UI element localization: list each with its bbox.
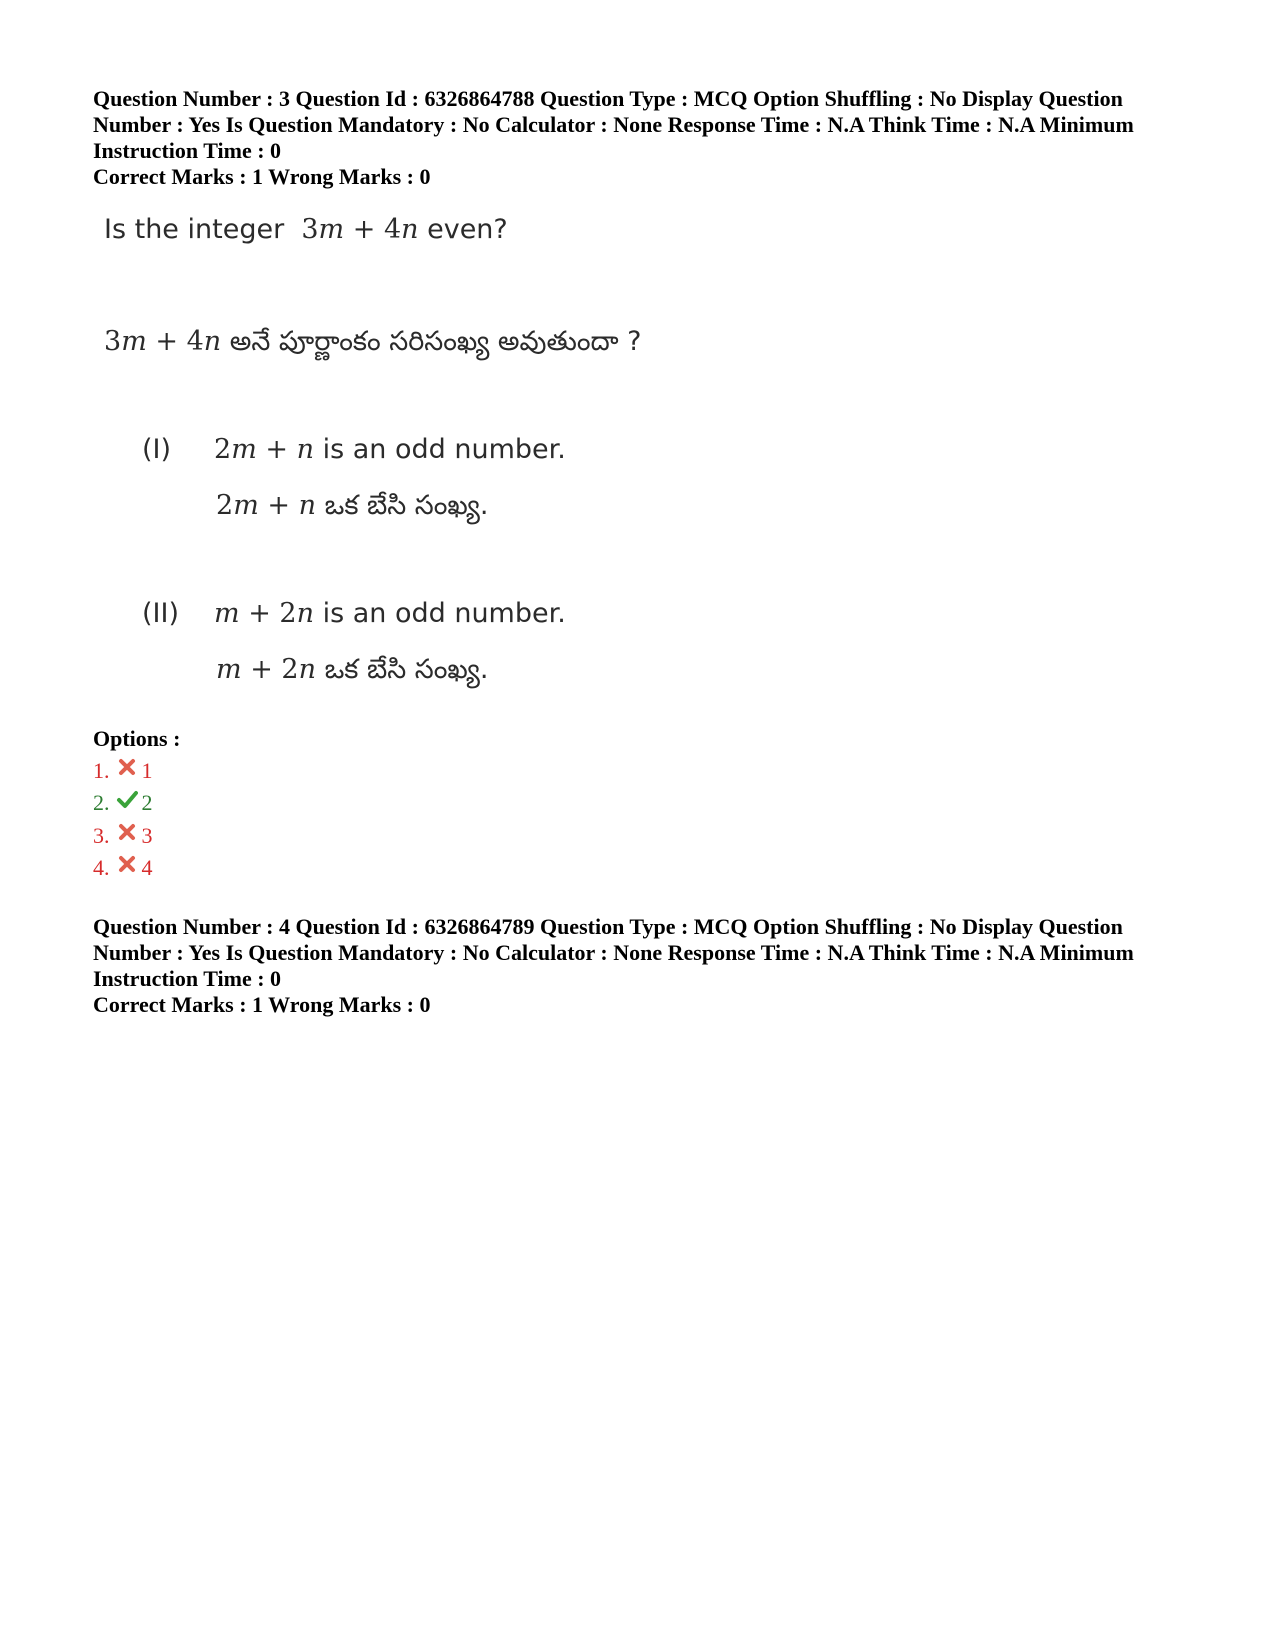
expr-var-m: m xyxy=(231,434,257,465)
expr-var-m: m xyxy=(121,326,147,357)
option-number: 3. xyxy=(93,823,110,848)
expr-var-m: m xyxy=(216,654,242,685)
expr-coef: 2 xyxy=(214,434,232,465)
option-number: 4. xyxy=(93,855,110,880)
expr-plus: + xyxy=(256,434,297,465)
question-4-marks: Correct Marks : 1 Wrong Marks : 0 xyxy=(93,992,431,1017)
expr-var-n: n xyxy=(401,214,419,245)
statement-2-label: (II) xyxy=(142,598,179,629)
option-1 xyxy=(93,758,153,784)
cross-icon xyxy=(116,853,138,875)
expr-var-n: n xyxy=(296,598,314,629)
expr-var-m: m xyxy=(233,490,259,521)
statement-2-telugu-expression xyxy=(216,654,316,685)
statement-1-telugu xyxy=(216,490,488,528)
question-4-meta: Question Number : 4 Question Id : 6326864789 Question Type : MCQ Option Shuffling : No Display Question Number : Yes Is Question Mandatory : No Calculator : None Response Time : N.A Think Time : N.A Minimum Instruction Time : 0 xyxy=(93,914,1134,991)
expr-var-n: n xyxy=(296,434,314,465)
statement-2-telugu-suffix: ఒక బేసి సంఖ్య. xyxy=(324,654,489,685)
question-3-telugu-expression xyxy=(104,326,221,357)
expr-plus: + 2 xyxy=(241,654,299,685)
option-value: 4 xyxy=(141,855,153,880)
statement-1-telugu-expression xyxy=(216,490,316,521)
question-3-english-expression xyxy=(293,214,419,245)
check-icon xyxy=(116,788,138,810)
question-3-telugu-suffix: అనే పూర్ణాంకం సరిసంఖ్య అవుతుందా ? xyxy=(229,326,642,357)
question-3-english-suffix: even? xyxy=(427,214,508,245)
cross-icon xyxy=(116,756,138,778)
statement-1-telugu-suffix: ఒక బేసి సంఖ్య. xyxy=(324,490,489,521)
statement-2-english xyxy=(214,598,566,629)
statement-1-english xyxy=(214,434,566,465)
expr-var-n: n xyxy=(298,654,316,685)
question-3-marks: Correct Marks : 1 Wrong Marks : 0 xyxy=(93,164,431,189)
expr-coef: 2 xyxy=(216,490,234,521)
option-2 xyxy=(93,790,153,816)
expr-var-n: n xyxy=(298,490,316,521)
expr-plus: + 4 xyxy=(344,214,402,245)
statement-2-english-expression xyxy=(214,598,314,629)
question-3-english xyxy=(104,214,508,245)
statement-1-label: (I) xyxy=(142,434,172,465)
expr-coef: 3 xyxy=(104,326,122,357)
expr-plus: + xyxy=(258,490,299,521)
expr-plus: + 4 xyxy=(146,326,204,357)
question-3-telugu xyxy=(104,326,642,364)
expr-coef: 3 xyxy=(301,214,319,245)
option-3 xyxy=(93,823,153,849)
expr-var-n: n xyxy=(203,326,222,357)
cross-icon xyxy=(116,821,138,843)
option-4 xyxy=(93,855,153,881)
statement-1-english-expression xyxy=(214,434,314,465)
question-3-english-prefix: Is the integer xyxy=(104,214,285,245)
option-number: 2. xyxy=(93,790,110,815)
option-value: 2 xyxy=(141,790,153,815)
options-title: Options : xyxy=(93,726,181,751)
option-number: 1. xyxy=(93,758,110,783)
option-value: 3 xyxy=(141,823,153,848)
expr-plus: + 2 xyxy=(239,598,297,629)
statement-2-telugu xyxy=(216,654,488,692)
expr-var-m: m xyxy=(318,214,345,245)
statement-1-english-suffix: is an odd number. xyxy=(322,434,566,465)
question-3-meta: Question Number : 3 Question Id : 6326864788 Question Type : MCQ Option Shuffling : No Display Question Number : Yes Is Question Mandatory : No Calculator : None Response Time : N.A Think Time : N.A Minimum Instruction Time : 0 xyxy=(93,86,1134,163)
option-value: 1 xyxy=(141,758,153,783)
expr-var-m: m xyxy=(214,598,240,629)
statement-2-english-suffix: is an odd number. xyxy=(322,598,566,629)
